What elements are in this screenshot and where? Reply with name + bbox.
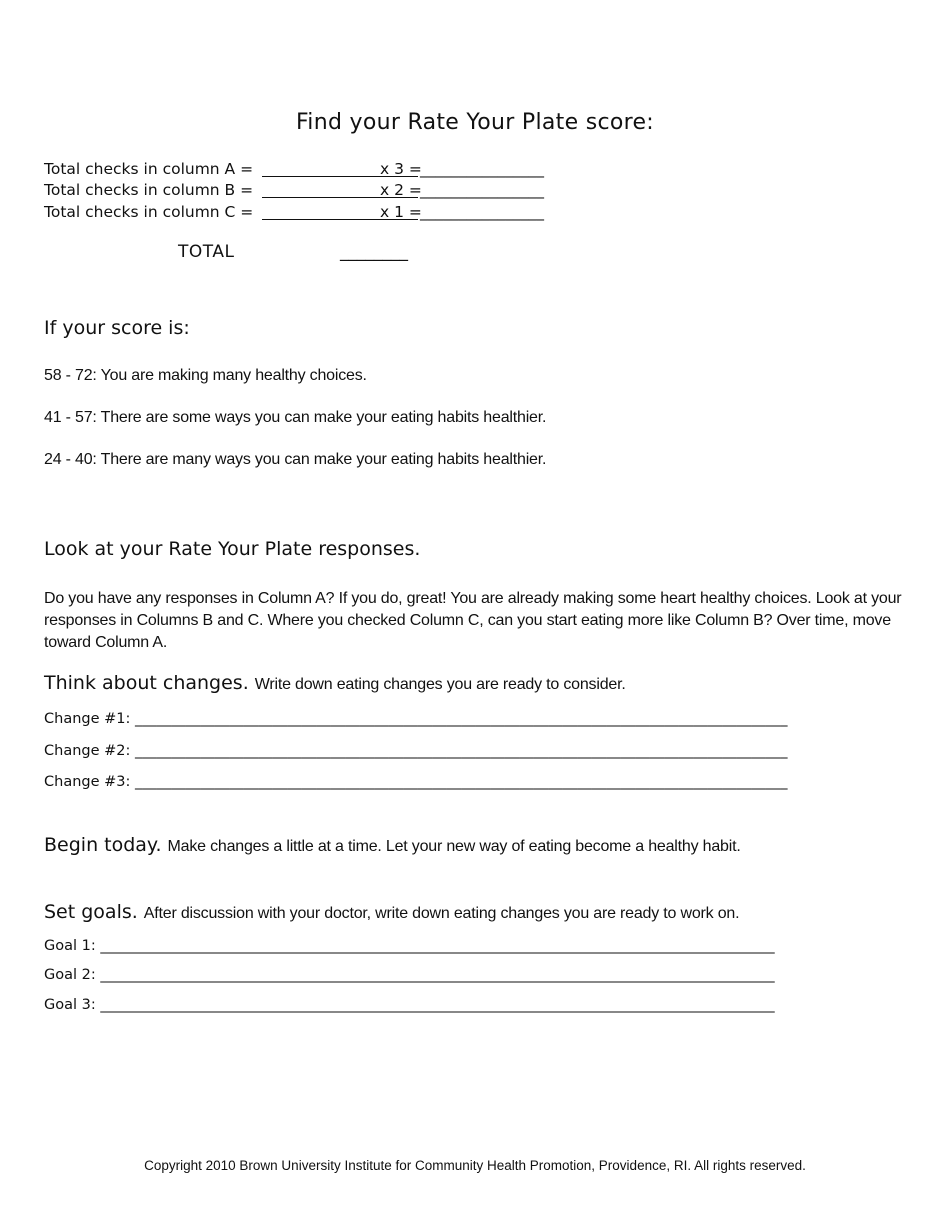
calc-multiplier-b: x 2 = <box>380 181 422 199</box>
goals-section <box>44 901 739 923</box>
change-blank-1: __________________________________________________________________________________________ <box>135 711 788 727</box>
goals-text: After discussion with your doctor, write down eating changes you are ready to work on. <box>143 905 740 922</box>
change-line-1 <box>44 711 788 727</box>
goal-label-2: Goal 2: <box>44 967 96 983</box>
score-range-high: 58 - 72: You are making many healthy choices. <box>44 367 367 384</box>
calc-row-c <box>44 202 544 222</box>
begin-section <box>44 834 741 856</box>
think-heading: Think about changes. <box>44 672 249 694</box>
change-line-2 <box>44 743 788 759</box>
page-title: Find your Rate Your Plate score: <box>295 110 655 135</box>
calc-label-c: Total checks in column C = <box>44 203 254 221</box>
goal-line-2 <box>44 967 775 983</box>
look-paragraph: Do you have any responses in Column A? If you do, great! You are already making some heart healthy choices. Look at your responses in Columns B and C. Where you checked Column C, can you start eating more like Column B? Over time, move toward Column A. <box>44 590 902 651</box>
calc-result-line-a: ________________ <box>420 160 544 178</box>
goal-blank-3: _____________________________________________________________________________________________ <box>100 997 775 1013</box>
goal-line-1 <box>44 938 775 954</box>
calc-result-line-b: ________________ <box>420 181 544 199</box>
goal-label-1: Goal 1: <box>44 938 96 954</box>
begin-text: Make changes a little at a time. Let your new way of eating become a healthy habit. <box>167 838 741 855</box>
score-range-low: 24 - 40: There are many ways you can make your eating habits healthier. <box>44 451 547 468</box>
total-line: ________ <box>340 242 408 262</box>
score-heading: If your score is: <box>44 317 190 339</box>
look-heading: Look at your Rate Your Plate responses. <box>44 538 421 560</box>
change-blank-2: __________________________________________________________________________________________ <box>135 743 788 759</box>
score-range-mid: 41 - 57: There are some ways you can make your eating habits healthier. <box>44 409 547 426</box>
calc-result-line-c: ________________ <box>420 203 544 221</box>
goal-label-3: Goal 3: <box>44 997 96 1013</box>
change-label-3: Change #3: <box>44 774 131 790</box>
copyright-notice: Copyright 2010 Brown University Institute for Community Health Promotion, Providence, RI. All rights reserved. <box>144 1158 806 1173</box>
think-section <box>44 672 626 694</box>
begin-heading: Begin today. <box>44 834 162 856</box>
change-label-1: Change #1: <box>44 711 131 727</box>
total-label: TOTAL <box>178 242 235 262</box>
calc-row-b <box>44 180 544 200</box>
calc-label-a: Total checks in column A = <box>44 160 254 178</box>
change-blank-3: __________________________________________________________________________________________ <box>135 774 788 790</box>
change-line-3 <box>44 774 788 790</box>
goal-line-3 <box>44 997 775 1013</box>
goal-blank-2: _____________________________________________________________________________________________ <box>100 967 775 983</box>
change-label-2: Change #2: <box>44 743 131 759</box>
calc-label-b: Total checks in column B = <box>44 181 254 199</box>
goal-blank-1: _____________________________________________________________________________________________ <box>100 938 775 954</box>
calc-multiplier-a: x 3 = <box>380 160 422 178</box>
goals-heading: Set goals. <box>44 901 138 923</box>
calc-multiplier-c: x 1 = <box>380 203 422 221</box>
calc-row-a <box>44 159 544 179</box>
think-text: Write down eating changes you are ready to consider. <box>254 676 626 693</box>
